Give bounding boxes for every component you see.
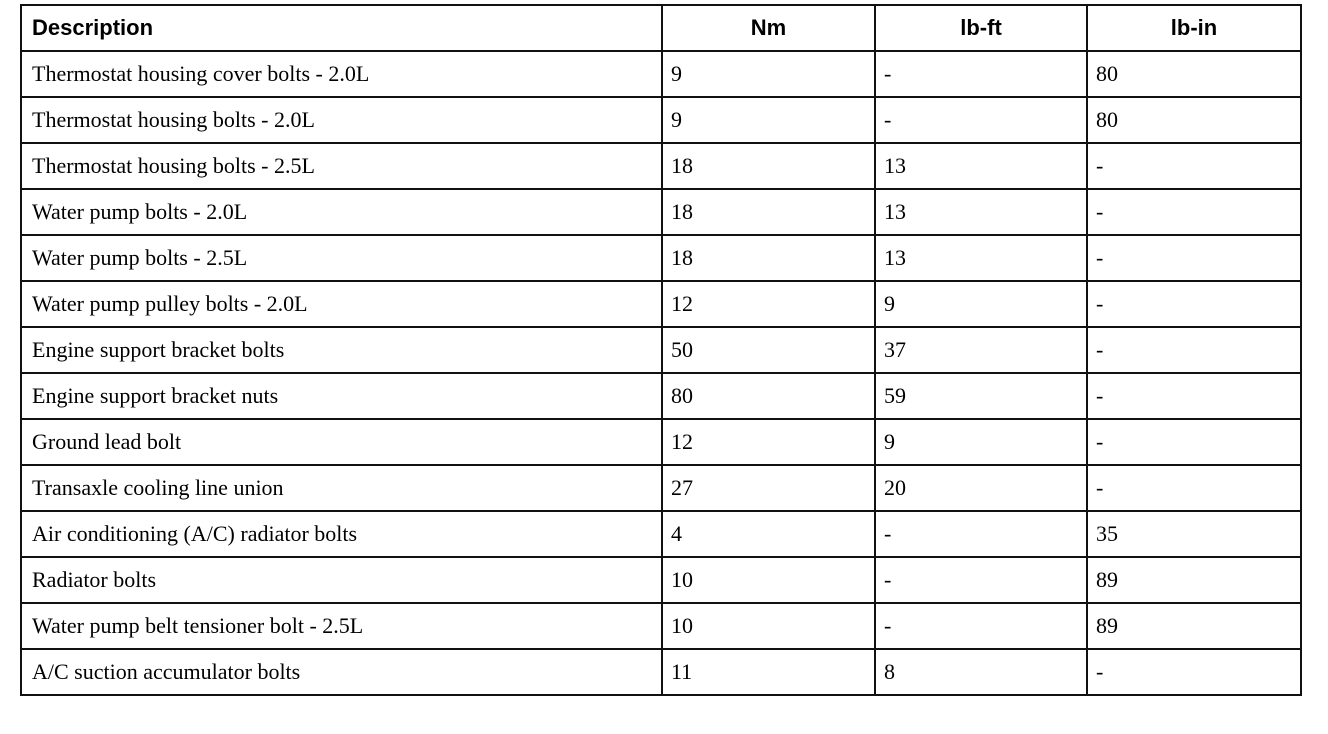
- cell-description: Thermostat housing bolts - 2.5L: [21, 143, 662, 189]
- cell-description: Water pump bolts - 2.0L: [21, 189, 662, 235]
- header-lb-in: lb-in: [1087, 5, 1301, 51]
- cell-lb-in: -: [1087, 419, 1301, 465]
- cell-description: Water pump pulley bolts - 2.0L: [21, 281, 662, 327]
- cell-lb-ft: 13: [875, 235, 1087, 281]
- cell-lb-in: -: [1087, 373, 1301, 419]
- cell-description: Thermostat housing bolts - 2.0L: [21, 97, 662, 143]
- table-row: [21, 51, 1301, 97]
- cell-lb-in: -: [1087, 189, 1301, 235]
- cell-nm: 4: [662, 511, 875, 557]
- table-row: [21, 373, 1301, 419]
- table-row: [21, 603, 1301, 649]
- cell-lb-ft: 13: [875, 143, 1087, 189]
- cell-nm: 27: [662, 465, 875, 511]
- table-row: [21, 419, 1301, 465]
- cell-nm: 11: [662, 649, 875, 695]
- cell-description: Engine support bracket bolts: [21, 327, 662, 373]
- cell-lb-ft: 37: [875, 327, 1087, 373]
- table-row: [21, 189, 1301, 235]
- cell-lb-ft: 9: [875, 419, 1087, 465]
- table-header: [21, 5, 1301, 51]
- cell-nm: 18: [662, 189, 875, 235]
- cell-lb-ft: 13: [875, 189, 1087, 235]
- cell-lb-ft: -: [875, 603, 1087, 649]
- table-row: [21, 465, 1301, 511]
- cell-nm: 12: [662, 281, 875, 327]
- cell-description: Thermostat housing cover bolts - 2.0L: [21, 51, 662, 97]
- cell-lb-ft: 9: [875, 281, 1087, 327]
- cell-lb-ft: 20: [875, 465, 1087, 511]
- cell-nm: 18: [662, 235, 875, 281]
- header-row: [21, 5, 1301, 51]
- table-row: [21, 143, 1301, 189]
- cell-nm: 9: [662, 51, 875, 97]
- cell-lb-ft: 59: [875, 373, 1087, 419]
- cell-nm: 9: [662, 97, 875, 143]
- cell-nm: 10: [662, 557, 875, 603]
- table-row: [21, 511, 1301, 557]
- cell-lb-in: 89: [1087, 557, 1301, 603]
- cell-description: Air conditioning (A/C) radiator bolts: [21, 511, 662, 557]
- cell-nm: 18: [662, 143, 875, 189]
- header-description: Description: [21, 5, 662, 51]
- header-nm: Nm: [662, 5, 875, 51]
- table-row: [21, 557, 1301, 603]
- table-row: [21, 281, 1301, 327]
- cell-nm: 10: [662, 603, 875, 649]
- table-row: [21, 327, 1301, 373]
- cell-lb-in: 35: [1087, 511, 1301, 557]
- cell-nm: 12: [662, 419, 875, 465]
- table-row: [21, 97, 1301, 143]
- cell-lb-in: 80: [1087, 51, 1301, 97]
- torque-spec-table: [20, 4, 1302, 696]
- table-row: [21, 235, 1301, 281]
- cell-description: Ground lead bolt: [21, 419, 662, 465]
- cell-description: Engine support bracket nuts: [21, 373, 662, 419]
- cell-lb-in: 89: [1087, 603, 1301, 649]
- cell-lb-in: -: [1087, 465, 1301, 511]
- cell-lb-in: -: [1087, 649, 1301, 695]
- cell-lb-in: -: [1087, 281, 1301, 327]
- cell-description: A/C suction accumulator bolts: [21, 649, 662, 695]
- cell-lb-in: -: [1087, 143, 1301, 189]
- cell-description: Radiator bolts: [21, 557, 662, 603]
- cell-description: Water pump bolts - 2.5L: [21, 235, 662, 281]
- table-row: [21, 649, 1301, 695]
- header-lb-ft: lb-ft: [875, 5, 1087, 51]
- cell-lb-ft: -: [875, 511, 1087, 557]
- cell-nm: 50: [662, 327, 875, 373]
- cell-description: Water pump belt tensioner bolt - 2.5L: [21, 603, 662, 649]
- cell-description: Transaxle cooling line union: [21, 465, 662, 511]
- cell-lb-in: -: [1087, 235, 1301, 281]
- table-body: [21, 51, 1301, 695]
- cell-nm: 80: [662, 373, 875, 419]
- cell-lb-ft: -: [875, 557, 1087, 603]
- cell-lb-ft: -: [875, 97, 1087, 143]
- cell-lb-ft: 8: [875, 649, 1087, 695]
- cell-lb-in: -: [1087, 327, 1301, 373]
- cell-lb-ft: -: [875, 51, 1087, 97]
- cell-lb-in: 80: [1087, 97, 1301, 143]
